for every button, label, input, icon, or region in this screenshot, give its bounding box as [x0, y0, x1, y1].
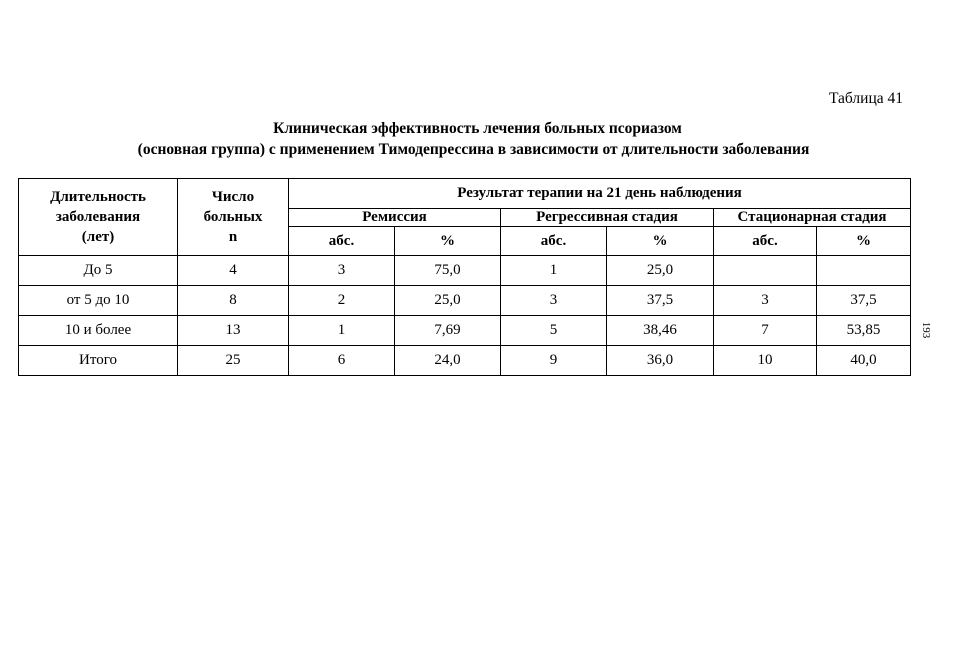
header-therapy-result: Результат терапии на 21 день наблюдения — [289, 179, 911, 209]
header-remission-pct: % — [395, 227, 501, 256]
cell-patient-count: 13 — [178, 316, 289, 346]
table-row — [19, 256, 911, 286]
cell-remission-pct: 75,0 — [395, 256, 501, 286]
cell-regressive-pct: 38,46 — [607, 316, 714, 346]
table-title-line-1: Клиническая эффективность лечения больных псориазом — [273, 120, 682, 137]
cell-regressive-pct: 36,0 — [607, 346, 714, 376]
cell-regressive-abs: 5 — [501, 316, 607, 346]
header-regressive-abs: абс. — [501, 227, 607, 256]
cell-duration: 10 и более — [19, 316, 178, 346]
cell-regressive-pct: 25,0 — [607, 256, 714, 286]
header-regressive-pct: % — [607, 227, 714, 256]
header-count-line-3: n — [228, 229, 238, 245]
header-stationary-pct: % — [817, 227, 911, 256]
header-remission-abs: абс. — [289, 227, 395, 256]
results-table — [18, 178, 911, 376]
table-title-line-2: (основная группа) с применением Тимодепрессина в зависимости от длительности заболевания — [137, 141, 810, 158]
table-number-label: Таблица 41 — [828, 90, 903, 107]
cell-patient-count: 25 — [178, 346, 289, 376]
header-duration-line-1: Длительность — [50, 189, 146, 205]
cell-duration: До 5 — [19, 256, 178, 286]
cell-stationary-abs: 10 — [714, 346, 817, 376]
header-count-line-1: Число — [211, 189, 255, 205]
cell-stationary-abs — [714, 256, 817, 286]
cell-remission-pct: 24,0 — [395, 346, 501, 376]
cell-stationary-abs: 3 — [714, 286, 817, 316]
header-stationary-stage: Стационарная стадия — [714, 209, 911, 227]
cell-patient-count: 8 — [178, 286, 289, 316]
header-duration-line-2: заболевания — [55, 209, 141, 225]
cell-remission-pct: 25,0 — [395, 286, 501, 316]
cell-remission-abs: 1 — [289, 316, 395, 346]
cell-remission-abs: 6 — [289, 346, 395, 376]
header-duration-line-3: (лет) — [81, 229, 115, 245]
cell-regressive-abs: 1 — [501, 256, 607, 286]
cell-duration: Итого — [19, 346, 178, 376]
table-row-total — [19, 346, 911, 376]
cell-regressive-pct: 37,5 — [607, 286, 714, 316]
header-duration — [19, 179, 178, 256]
header-remission: Ремиссия — [289, 209, 501, 227]
cell-duration: от 5 до 10 — [19, 286, 178, 316]
cell-stationary-pct: 40,0 — [817, 346, 911, 376]
header-stationary-abs: абс. — [714, 227, 817, 256]
cell-stationary-pct: 53,85 — [817, 316, 911, 346]
cell-stationary-pct: 37,5 — [817, 286, 911, 316]
cell-remission-abs: 3 — [289, 256, 395, 286]
table-row — [19, 316, 911, 346]
cell-stationary-abs: 7 — [714, 316, 817, 346]
header-count-line-2: больных — [203, 209, 263, 225]
table-row — [19, 286, 911, 316]
cell-remission-abs: 2 — [289, 286, 395, 316]
cell-stationary-pct — [817, 256, 911, 286]
header-patient-count — [178, 179, 289, 256]
header-regressive-stage: Регрессивная стадия — [501, 209, 714, 227]
page-number: 193 — [920, 321, 932, 339]
cell-regressive-abs: 3 — [501, 286, 607, 316]
cell-patient-count: 4 — [178, 256, 289, 286]
cell-remission-pct: 7,69 — [395, 316, 501, 346]
cell-regressive-abs: 9 — [501, 346, 607, 376]
